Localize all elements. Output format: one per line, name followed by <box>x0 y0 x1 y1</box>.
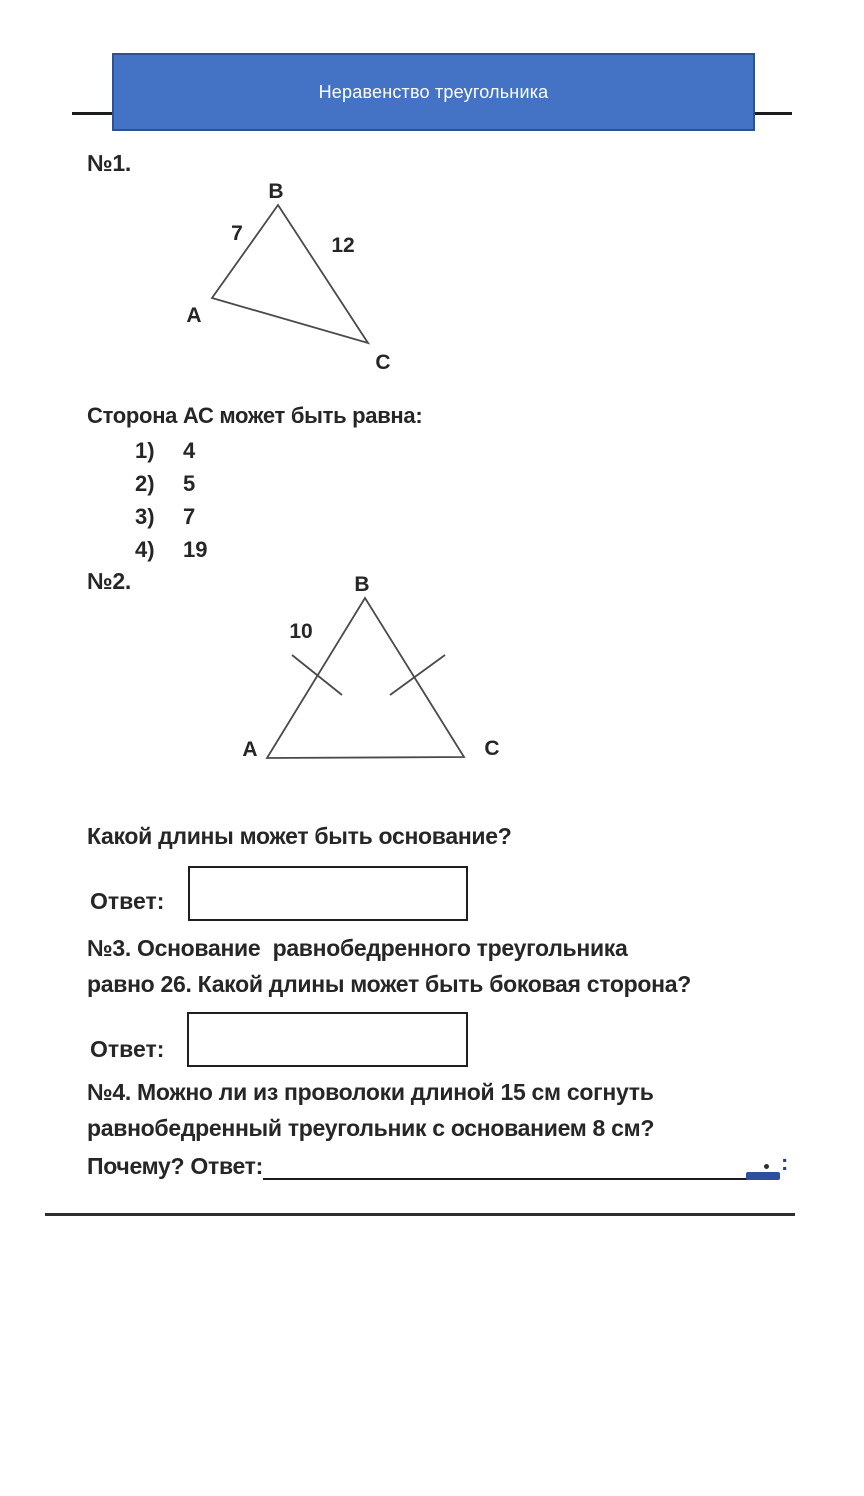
blue-pen-mark <box>746 1172 780 1180</box>
problem3-answer-label: Ответ: <box>90 1036 165 1062</box>
option-4-value: 19 <box>183 537 208 562</box>
problem2-question: Какой длины может быть основание? <box>87 823 512 849</box>
pen-mark-dot <box>764 1164 769 1169</box>
triangle2-vertex-c-label: C <box>484 737 500 760</box>
problem3-answer-box[interactable] <box>187 1012 468 1067</box>
triangle1-side-ab-label: 7 <box>231 222 243 245</box>
option-1-number: 1) <box>135 438 155 463</box>
triangle2-figure <box>230 558 515 773</box>
problem3-text-line2: равно 26. Какой длины может быть боковая сторона? <box>87 971 691 997</box>
option-4-number: 4) <box>135 537 155 562</box>
problem1-number: №1. <box>87 150 131 176</box>
option-3-value: 7 <box>183 504 196 529</box>
problem2-answer-box[interactable] <box>188 866 468 921</box>
problem4-answer-prompt: Почему? Ответ: <box>87 1153 263 1179</box>
title-banner <box>112 53 755 131</box>
problem2-number: №2. <box>87 568 131 594</box>
problem2-answer-label: Ответ: <box>90 888 165 914</box>
option-2-number: 2) <box>135 471 155 496</box>
option-2-value: 5 <box>183 471 196 496</box>
triangle1-figure <box>175 168 400 375</box>
triangle1-vertex-a-label: A <box>186 304 202 327</box>
bottom-divider-line <box>45 1213 795 1216</box>
problem4-text-line2: равнобедренный треугольник с основанием 8 см? <box>87 1115 655 1141</box>
pen-mark-colon: : <box>781 1150 789 1175</box>
option-3-number: 3) <box>135 504 155 529</box>
option-2 <box>135 471 207 504</box>
triangle2-vertex-a-label: A <box>242 738 258 761</box>
triangle1-vertex-c-label: C <box>375 351 391 374</box>
option-1 <box>135 438 207 471</box>
problem1-options <box>135 438 207 570</box>
triangle2-vertex-b-label: B <box>354 573 370 596</box>
problem1-question: Сторона АС может быть равна: <box>87 403 423 428</box>
option-4 <box>135 537 207 570</box>
problem4-answer-row <box>87 1146 770 1180</box>
page-title: Неравенство треугольника <box>318 81 549 102</box>
triangle1-side-bc-label: 12 <box>331 234 355 257</box>
problem4-text-line1: №4. Можно ли из проволоки длиной 15 см согнуть <box>87 1079 654 1105</box>
triangle2-right-tick-mark <box>390 655 445 695</box>
triangle1-vertex-b-label: B <box>268 180 284 203</box>
problem4-answer-blank[interactable] <box>263 1146 770 1180</box>
triangle2-side-ab-label: 10 <box>289 620 313 643</box>
triangle2-left-tick-mark <box>292 655 342 695</box>
option-3 <box>135 504 207 537</box>
problem3-text-line1: №3. Основание равнобедренного треугольника <box>87 935 628 961</box>
option-1-value: 4 <box>183 438 196 463</box>
